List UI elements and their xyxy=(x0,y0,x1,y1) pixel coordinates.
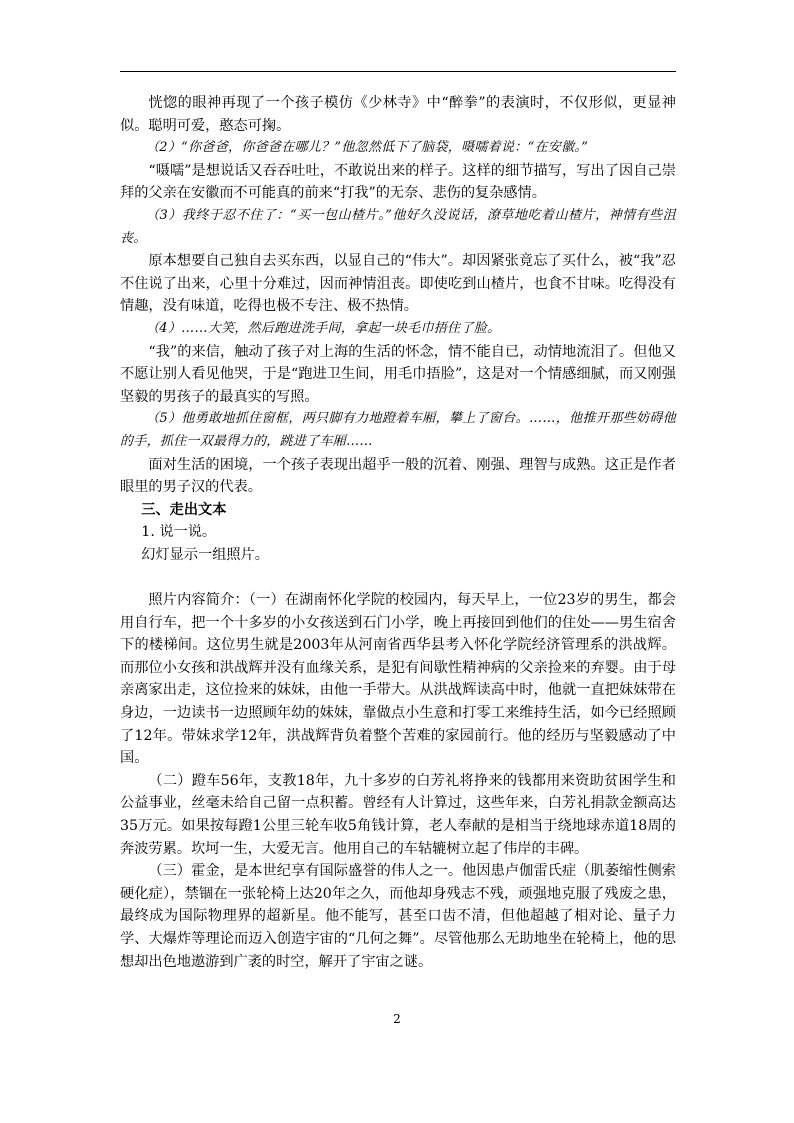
section-heading: 三、走出文本 xyxy=(141,501,227,518)
paragraph: “嗫嚅”是想说话又吞吞吐吐，不敢说出来的样子。这样的细节描写，写出了因自己崇拜的父亲在安徽而不可能真的前来“打我”的无奈、悲伤的复杂感情。 xyxy=(120,162,676,202)
quote-paragraph: （2）“你爸爸，你爸爸在哪儿？”他忽然低下了脑袋，嗫嚅着说：“在安徽。” xyxy=(146,140,589,156)
paragraph: 面对生活的困境，一个孩子表现出超乎一般的沉着、刚强、理智与成熟。这正是作者眼里的男子汉的代表。 xyxy=(120,456,676,496)
paragraph: 照片内容简介：（一）在湖南怀化学院的校园内，每天早上，一位23岁的男生，都会用自行车，把一个十多岁的小女孩送到石门小学，晚上再接回到他们的住处——男生宿舍下的楼梯间。这位男生就是2003年从河南省西华县考入怀化学院经济管理系的洪战辉。而那位小女孩和洪战辉并没有血缘关系，是犯有间歇性精神病的父亲捡来的弃婴。由于母亲离家出走，这位捡来的妹妹，由他一手带大。从洪战辉读高中时，他就一直把妹妹带在身边，一边读书一边照顾年幼的妹妹，靠做点小生意和打零工来维持生活，如今已经照顾了12年。带妹求学12年，洪战辉背负着整个苦难的家园前行。他的经历与坚毅感动了中国。 xyxy=(120,592,676,767)
paragraph: （二）蹬车56年，支教18年，九十多岁的白芳礼将挣来的钱都用来资助贫困学生和公益事业，丝毫未给自己留一点积蓄。曾经有人计算过，这些年来，白芳礼捐款金额高达35万元。如果按每蹬1公里三轮车收5角钱计算，老人奉献的是相当于绕地球赤道18周的奔波劳累。坎坷一生，大爱无言。他用自己的车轱辘树立起了伟岸的丰碑。 xyxy=(120,772,676,857)
page-number: 2 xyxy=(393,1012,401,1026)
list-item: 1. 说一说。 xyxy=(141,524,217,541)
paragraph: （三）霍金，是本世纪享有国际盛誉的伟人之一。他因患卢伽雷氏症（肌萎缩性侧索硬化症），禁锢在一张轮椅上达20年之久，而他却身残志不残，顽强地克服了残废之患，最终成为国际物理界的超新星。他不能写，甚至口齿不清，但他超越了相对论、量子力学、大爆炸等理论而迈入创造宇宙的“几何之舞”。尽管他那么无助地坐在轮椅上，他的思想却出色地遨游到广袤的时空，解开了宇宙之谜。 xyxy=(120,863,676,970)
paragraph: 幻灯显示一组照片。 xyxy=(141,546,269,563)
quote-paragraph: （5）他勇敢地抓住窗框，两只脚有力地蹬着车厢，攀上了窗台。……，他推开那些妨碍他的手，抓住一双最得力的，跳进了车厢…… xyxy=(120,411,676,449)
quote-paragraph: （3）我终于忍不住了：“买一包山楂片。”他好久没说话，潦草地吃着山楂片，神情有些沮丧。 xyxy=(120,207,676,246)
paragraph: 原本想要自己独自去买东西，以显自己的“伟大”。却因紧张竟忘了买什么，被“我”忍不住说了出来，心里十分难过，因而神情沮丧。即使吃到山楂片，也食不甘味。吃得没有情趣，没有味道，吃得也极不专注、极不热情。 xyxy=(120,253,676,315)
quote-paragraph: （4）……大笑，然后跑进洗手间，拿起一块毛巾捂住了脸。 xyxy=(146,320,501,336)
blank-line xyxy=(120,566,676,589)
document-body xyxy=(120,92,676,973)
paragraph: “我”的来信，触动了孩子对上海的生活的怀念，情不能自已，动情地流泪了。但他又不愿让别人看见他哭，于是“跑进卫生间，用毛巾捂脸”，这是对一个情感细腻，而又刚强坚毅的男孩子的最真实的写照。 xyxy=(120,343,676,405)
header-rule xyxy=(120,71,676,72)
paragraph: 恍惚的眼神再现了一个孩子模仿《少林寺》中“醉拳”的表演时，不仅形似，更显神似。聪明可爱，憨态可掬。 xyxy=(120,95,676,134)
